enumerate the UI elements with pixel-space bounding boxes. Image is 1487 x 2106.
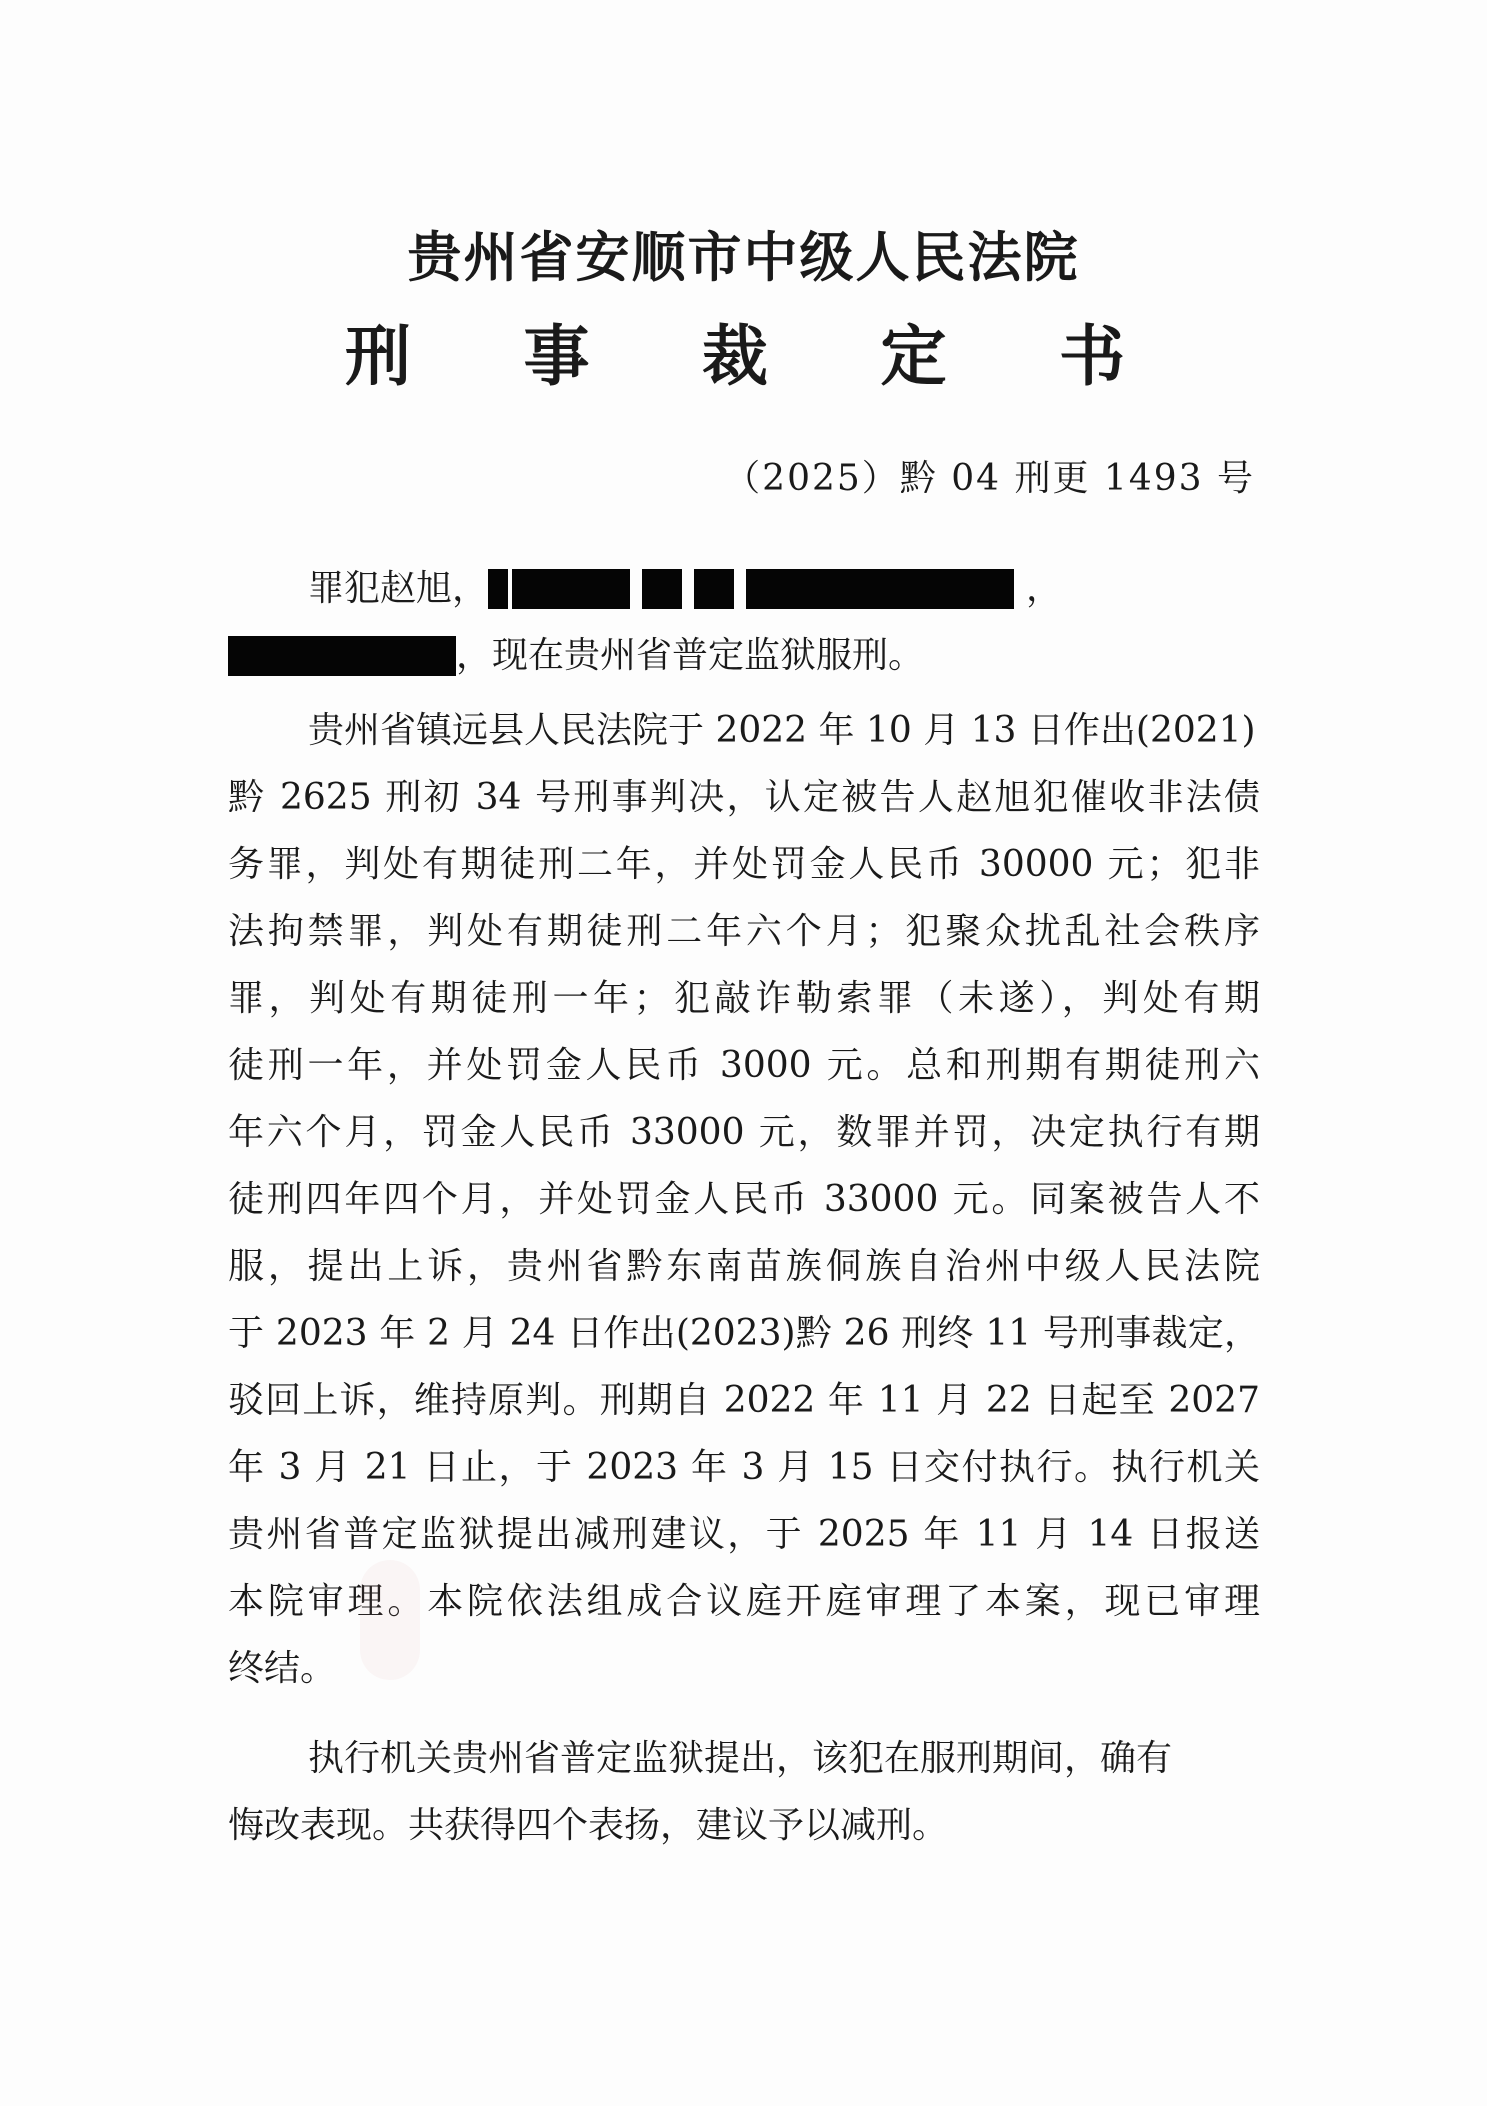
paragraph-line: 黔 2625 刑初 34 号刑事判决，认定被告人赵旭犯催收非法债 <box>228 777 1260 818</box>
paragraph-case-history <box>228 697 1260 1702</box>
doc-type-char: 裁 <box>702 318 768 395</box>
redaction-block <box>746 569 1014 609</box>
paragraph-line <box>228 555 1260 622</box>
paragraph-line: 贵州省镇远县人民法院于 2022 年 10 月 13 日作出(2021) <box>308 710 1256 751</box>
document-type-title <box>345 303 1125 398</box>
redaction-block <box>694 569 734 609</box>
redaction-block <box>512 569 630 609</box>
redaction-block <box>228 636 456 676</box>
paragraph-line: 年六个月，罚金人民币 33000 元，数罪并罚，决定执行有期 <box>228 1112 1260 1153</box>
paragraph-line: 终结。 <box>228 1648 337 1689</box>
paragraph-line: 务罪，判处有期徒刑二年，并处罚金人民币 30000 元；犯非 <box>228 844 1260 885</box>
paragraph-line: 徒刑四年四个月，并处罚金人民币 33000 元。同案被告人不 <box>228 1179 1260 1220</box>
paragraph-line: 服，提出上诉，贵州省黔东南苗族侗族自治州中级人民法院 <box>228 1246 1260 1287</box>
doc-type-char: 事 <box>523 318 590 395</box>
paragraph-prison-proposal <box>228 1725 1260 1859</box>
prison-info: ，现在贵州省普定监狱服刑。 <box>456 635 925 676</box>
paragraph-criminal-info <box>228 555 1260 689</box>
redaction-comma: ， <box>1026 568 1063 609</box>
case-number: （2025）黔 04 刑更 1493 号 <box>724 458 1255 499</box>
doc-type-char: 定 <box>880 318 947 395</box>
criminal-name-lead: 罪犯赵旭， <box>308 568 489 609</box>
redaction-block <box>642 569 682 609</box>
paragraph-line: 驳回上诉，维持原判。刑期自 2022 年 11 月 22 日起至 2027 <box>228 1380 1260 1421</box>
paragraph-line: 年 3 月 21 日止，于 2023 年 3 月 15 日交付执行。执行机关 <box>228 1447 1260 1488</box>
paragraph-line: 徒刑一年，并处罚金人民币 3000 元。总和刑期有期徒刑六 <box>228 1045 1260 1086</box>
paragraph-line: 法拘禁罪，判处有期徒刑二年六个月；犯聚众扰乱社会秩序 <box>228 911 1260 952</box>
redaction-block <box>488 569 508 609</box>
paragraph-line: 执行机关贵州省普定监狱提出，该犯在服刑期间，确有 <box>308 1738 1173 1779</box>
paragraph-line <box>228 622 1260 689</box>
court-name: 贵州省安顺市中级人民法院 <box>407 226 1080 289</box>
doc-type-char: 刑 <box>345 318 411 395</box>
paragraph-line: 于 2023 年 2 月 24 日作出(2023)黔 26 刑终 11 号刑事裁定， <box>228 1313 1260 1354</box>
paragraph-line: 本院审理。本院依法组成合议庭开庭审理了本案，现已审理 <box>228 1581 1260 1622</box>
paragraph-line: 罪，判处有期徒刑一年；犯敲诈勒索罪（未遂），判处有期 <box>228 978 1260 1019</box>
paragraph-line: 贵州省普定监狱提出减刑建议，于 2025 年 11 月 14 日报送 <box>228 1514 1260 1555</box>
faint-stamp-mark <box>360 1560 420 1680</box>
doc-type-char: 书 <box>1059 318 1125 395</box>
paragraph-line: 悔改表现。共获得四个表扬，建议予以减刑。 <box>228 1805 949 1846</box>
